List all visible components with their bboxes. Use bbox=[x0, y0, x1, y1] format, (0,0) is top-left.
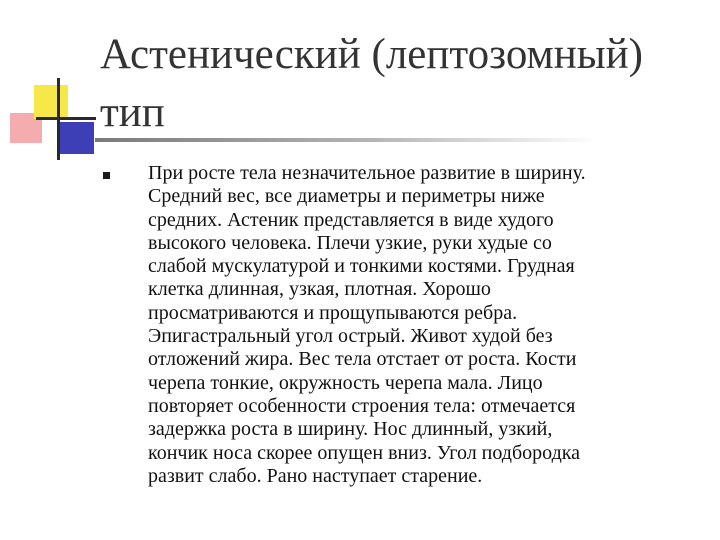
horizontal-line-decor bbox=[36, 117, 96, 120]
text-line: высокого человека. Плечи узкие, руки худые со bbox=[148, 231, 552, 254]
text-line: повторяет особенности строения тела: отмечается bbox=[148, 394, 576, 417]
text-line: Средний вес, все диаметры и периметры ниже bbox=[148, 185, 545, 208]
title-line-1: Астенический (лептозомный) bbox=[100, 31, 643, 78]
text-line: черепа тонкие, окружность черепа мала. Лицо bbox=[148, 371, 543, 394]
title-line-2: тип bbox=[100, 89, 165, 136]
text-line: развит слабо. Рано наступает старение. bbox=[148, 464, 483, 487]
bullet-paragraph bbox=[148, 162, 688, 488]
slide-title bbox=[100, 26, 680, 142]
text-line: просматриваются и прощупываются ребра. bbox=[148, 301, 518, 324]
text-line: отложений жира. Вес тела отстает от роста. Кости bbox=[148, 348, 577, 371]
yellow-square-decor bbox=[34, 85, 68, 119]
blue-square-decor bbox=[60, 122, 94, 154]
text-line: слабой мускулатурой и тонкими костями. Грудная bbox=[148, 255, 575, 278]
bullet-square-icon bbox=[103, 172, 110, 179]
text-line: задержка роста в ширину. Нос длинный, узкий, bbox=[148, 418, 553, 441]
text-line: При росте тела незначительное развитие в ширину. bbox=[148, 162, 586, 184]
text-line: Эпигастральный угол острый. Живот худой без bbox=[148, 325, 553, 348]
title-underline bbox=[95, 138, 600, 142]
text-line: средних. Астеник представляется в виде худого bbox=[148, 208, 554, 231]
text-line: клетка длинная, узкая, плотная. Хорошо bbox=[148, 278, 491, 301]
text-line: кончик носа скорее опущен вниз. Угол подбородка bbox=[148, 441, 581, 464]
